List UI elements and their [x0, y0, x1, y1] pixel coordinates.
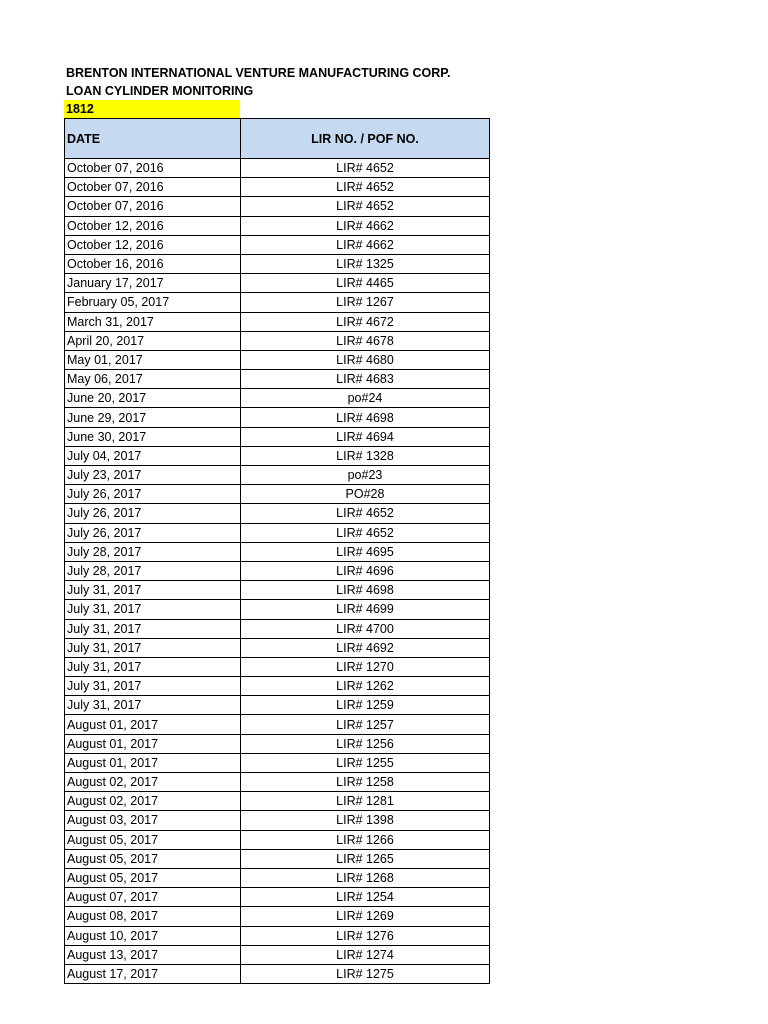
date-cell: February 05, 2017 — [65, 293, 241, 312]
table-row — [65, 907, 490, 926]
date-cell: July 31, 2017 — [65, 600, 241, 619]
date-cell: October 12, 2016 — [65, 235, 241, 254]
lir-pof-cell: LIR# 4680 — [241, 350, 490, 369]
date-cell: August 02, 2017 — [65, 773, 241, 792]
table-row — [65, 446, 490, 465]
table-row — [65, 696, 490, 715]
table-row — [65, 657, 490, 676]
lir-pof-cell: LIR# 1328 — [241, 446, 490, 465]
table-row — [65, 581, 490, 600]
date-cell: June 20, 2017 — [65, 389, 241, 408]
table-row — [65, 235, 490, 254]
table-row — [65, 504, 490, 523]
lir-pof-cell: LIR# 4652 — [241, 504, 490, 523]
table-row — [65, 868, 490, 887]
lir-pof-cell: LIR# 4696 — [241, 561, 490, 580]
date-cell: October 07, 2016 — [65, 159, 241, 178]
table-row — [65, 427, 490, 446]
table-row — [65, 561, 490, 580]
table-row — [65, 466, 490, 485]
lir-pof-cell: LIR# 1275 — [241, 964, 490, 983]
lir-pof-cell: po#23 — [241, 466, 490, 485]
table-row — [65, 753, 490, 772]
column-header-lir-pof: LIR NO. / POF NO. — [241, 119, 490, 159]
lir-pof-cell: PO#28 — [241, 485, 490, 504]
date-cell: June 29, 2017 — [65, 408, 241, 427]
lir-pof-cell: LIR# 4698 — [241, 581, 490, 600]
lir-pof-cell: LIR# 1267 — [241, 293, 490, 312]
date-cell: August 05, 2017 — [65, 830, 241, 849]
lir-pof-cell: LIR# 1268 — [241, 868, 490, 887]
lir-pof-cell: LIR# 1270 — [241, 657, 490, 676]
loan-cylinder-table — [64, 118, 490, 984]
lir-pof-cell: LIR# 1276 — [241, 926, 490, 945]
date-cell: August 17, 2017 — [65, 964, 241, 983]
table-row — [65, 715, 490, 734]
table-row — [65, 389, 490, 408]
date-cell: May 01, 2017 — [65, 350, 241, 369]
lir-pof-cell: LIR# 4652 — [241, 159, 490, 178]
lir-pof-cell: LIR# 1256 — [241, 734, 490, 753]
date-cell: August 02, 2017 — [65, 792, 241, 811]
date-cell: July 04, 2017 — [65, 446, 241, 465]
table-row — [65, 254, 490, 273]
table-row — [65, 926, 490, 945]
lir-pof-cell: LIR# 4652 — [241, 523, 490, 542]
table-row — [65, 542, 490, 561]
lir-pof-cell: LIR# 4698 — [241, 408, 490, 427]
date-cell: July 23, 2017 — [65, 466, 241, 485]
table-row — [65, 408, 490, 427]
table-row — [65, 638, 490, 657]
lir-pof-cell: LIR# 1255 — [241, 753, 490, 772]
table-row — [65, 849, 490, 868]
date-cell: April 20, 2017 — [65, 331, 241, 350]
table-row — [65, 792, 490, 811]
lir-pof-cell: LIR# 4652 — [241, 178, 490, 197]
table-body — [65, 159, 490, 984]
table-row — [65, 677, 490, 696]
lir-pof-cell: LIR# 1274 — [241, 945, 490, 964]
table-row — [65, 888, 490, 907]
date-cell: October 16, 2016 — [65, 254, 241, 273]
table-row — [65, 734, 490, 753]
lir-pof-cell: LIR# 4652 — [241, 197, 490, 216]
date-cell: August 13, 2017 — [65, 945, 241, 964]
date-cell: July 31, 2017 — [65, 581, 241, 600]
lir-pof-cell: LIR# 1257 — [241, 715, 490, 734]
date-cell: August 01, 2017 — [65, 734, 241, 753]
lir-pof-cell: LIR# 4700 — [241, 619, 490, 638]
table-row — [65, 619, 490, 638]
table-row — [65, 600, 490, 619]
lir-pof-cell: LIR# 1281 — [241, 792, 490, 811]
date-cell: May 06, 2017 — [65, 370, 241, 389]
date-cell: October 07, 2016 — [65, 178, 241, 197]
lir-pof-cell: po#24 — [241, 389, 490, 408]
table-row — [65, 331, 490, 350]
table-row — [65, 312, 490, 331]
date-cell: March 31, 2017 — [65, 312, 241, 331]
date-cell: August 05, 2017 — [65, 868, 241, 887]
table-row — [65, 197, 490, 216]
table-row — [65, 945, 490, 964]
lir-pof-cell: LIR# 4695 — [241, 542, 490, 561]
date-cell: July 26, 2017 — [65, 504, 241, 523]
cylinder-code-cell: 1812 — [64, 100, 240, 118]
sheet-title: LOAN CYLINDER MONITORING — [66, 84, 254, 98]
date-cell: January 17, 2017 — [65, 274, 241, 293]
table-row — [65, 773, 490, 792]
lir-pof-cell: LIR# 1254 — [241, 888, 490, 907]
date-cell: July 28, 2017 — [65, 561, 241, 580]
lir-pof-cell: LIR# 4678 — [241, 331, 490, 350]
column-header-date: DATE — [65, 119, 241, 159]
table-row — [65, 370, 490, 389]
table-row — [65, 811, 490, 830]
lir-pof-cell: LIR# 1258 — [241, 773, 490, 792]
date-cell: August 03, 2017 — [65, 811, 241, 830]
lir-pof-cell: LIR# 1266 — [241, 830, 490, 849]
date-cell: August 08, 2017 — [65, 907, 241, 926]
table-row — [65, 523, 490, 542]
date-cell: June 30, 2017 — [65, 427, 241, 446]
date-cell: August 10, 2017 — [65, 926, 241, 945]
lir-pof-cell: LIR# 4465 — [241, 274, 490, 293]
table-row — [65, 274, 490, 293]
date-cell: October 12, 2016 — [65, 216, 241, 235]
table-row — [65, 216, 490, 235]
date-cell: August 01, 2017 — [65, 753, 241, 772]
lir-pof-cell: LIR# 4683 — [241, 370, 490, 389]
lir-pof-cell: LIR# 4699 — [241, 600, 490, 619]
table-row — [65, 350, 490, 369]
lir-pof-cell: LIR# 1265 — [241, 849, 490, 868]
date-cell: July 31, 2017 — [65, 677, 241, 696]
date-cell: July 31, 2017 — [65, 638, 241, 657]
lir-pof-cell: LIR# 1269 — [241, 907, 490, 926]
date-cell: July 31, 2017 — [65, 696, 241, 715]
date-cell: July 26, 2017 — [65, 485, 241, 504]
lir-pof-cell: LIR# 4662 — [241, 216, 490, 235]
table-row — [65, 485, 490, 504]
lir-pof-cell: LIR# 4662 — [241, 235, 490, 254]
date-cell: July 28, 2017 — [65, 542, 241, 561]
monitoring-sheet — [64, 64, 489, 984]
table-row — [65, 964, 490, 983]
lir-pof-cell: LIR# 1259 — [241, 696, 490, 715]
date-cell: July 26, 2017 — [65, 523, 241, 542]
table-row — [65, 293, 490, 312]
date-cell: July 31, 2017 — [65, 657, 241, 676]
date-cell: August 01, 2017 — [65, 715, 241, 734]
lir-pof-cell: LIR# 1398 — [241, 811, 490, 830]
date-cell: August 05, 2017 — [65, 849, 241, 868]
company-name: BRENTON INTERNATIONAL VENTURE MANUFACTURING CORP. — [66, 66, 451, 80]
table-row — [65, 830, 490, 849]
lir-pof-cell: LIR# 1262 — [241, 677, 490, 696]
table-row — [65, 178, 490, 197]
lir-pof-cell: LIR# 4692 — [241, 638, 490, 657]
lir-pof-cell: LIR# 1325 — [241, 254, 490, 273]
lir-pof-cell: LIR# 4694 — [241, 427, 490, 446]
date-cell: August 07, 2017 — [65, 888, 241, 907]
date-cell: July 31, 2017 — [65, 619, 241, 638]
date-cell: October 07, 2016 — [65, 197, 241, 216]
table-header-row — [65, 119, 490, 159]
table-row — [65, 159, 490, 178]
lir-pof-cell: LIR# 4672 — [241, 312, 490, 331]
